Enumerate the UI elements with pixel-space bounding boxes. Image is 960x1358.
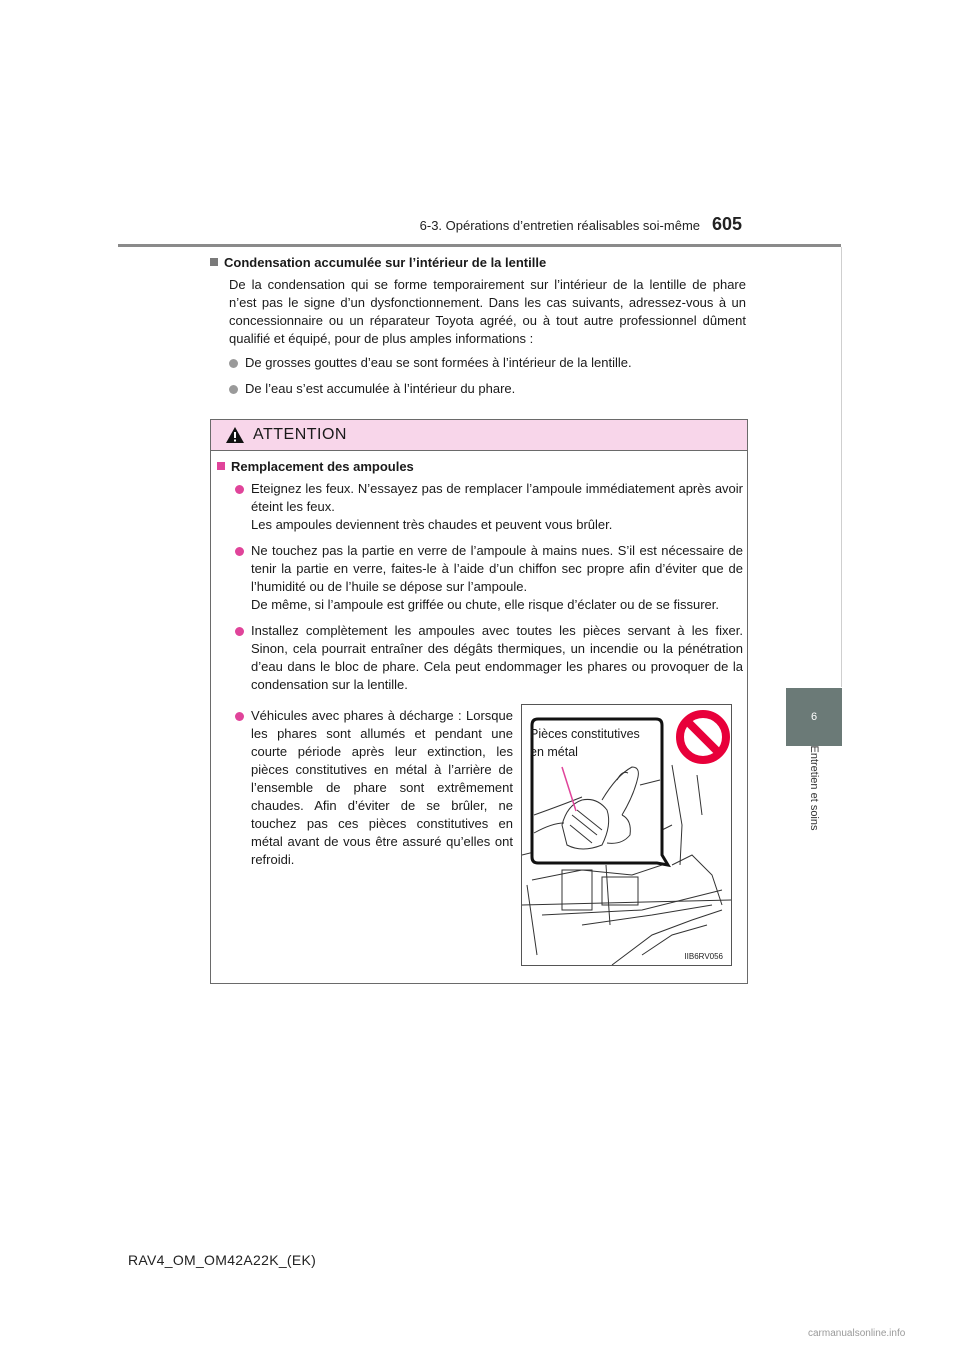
list-item: De l’eau s’est accumulée à l’intérieur du phare. bbox=[229, 380, 746, 398]
bullet-icon bbox=[229, 359, 238, 368]
model-code: RAV4_OM_OM42A22K_(EK) bbox=[128, 1252, 317, 1268]
bullet-icon bbox=[235, 627, 244, 636]
bullet-icon bbox=[229, 385, 238, 394]
side-divider bbox=[841, 247, 842, 687]
bullet-icon bbox=[235, 485, 244, 494]
header-divider bbox=[118, 244, 841, 247]
headlamp-illustration bbox=[521, 704, 732, 966]
attention-title: ATTENTION bbox=[253, 426, 347, 443]
attention-header bbox=[211, 420, 747, 451]
bullet-icon bbox=[235, 712, 244, 721]
list-item: Installez complètement les ampoules avec toutes les pièces servant à les fixer. Sinon, cela pourrait entraîner des dégâts thermiques, un incendie ou la pénétration d’eau dans le bloc de phare. Cela peut endommager les phares ou provoquer de la condensation sur la lentille. bbox=[235, 622, 743, 694]
attention-heading: Remplacement des ampoules bbox=[217, 458, 743, 476]
list-item: Ne touchez pas la partie en verre de l’ampoule à mains nues. S’il est nécessaire de tenir la partie en verre, faites-le à l’aide d’un chiffon sec propre afin d’éviter que de l’humidité ou de l’huile se dépose sur l’ampoule. De même, si l’ampoule est griffée ou chute, elle risque d’éclater ou de se fissurer. bbox=[235, 542, 743, 614]
illustration-code: IIB6RV056 bbox=[684, 952, 723, 961]
attention-body bbox=[217, 458, 743, 702]
list-item: Véhicules avec phares à décharge : Lorsque les phares sont allumés et pendant une courte période après leur extinction, les pièces constitutives en métal à l’arrière de l’ensemble de phare sont extrêmement chaudes. Afin d’éviter de se brûler, ne touchez pas ces pièces constitutives en métal avant de vous être assuré qu’elles ont refroidi. bbox=[235, 707, 513, 869]
list-item: Eteignez les feux. N’essayez pas de remplacer l’ampoule immédiatement après avoir éteint les feux. Les ampoules deviennent très chaudes et peuvent vous brûler. bbox=[235, 480, 743, 534]
bullet-icon bbox=[235, 547, 244, 556]
illustration-callout: Pièces constitutives en métal bbox=[530, 727, 640, 759]
page-number: 605 bbox=[712, 214, 743, 234]
condensation-heading: Condensation accumulée sur l’intérieur de la lentille bbox=[210, 254, 746, 272]
warning-triangle-icon bbox=[225, 426, 245, 444]
condensation-paragraph: De la condensation qui se forme temporairement sur l’intérieur de la lentille de phare n’est pas le signe d’un dysfonctionnement. Dans les cas suivants, adressez-vous à un concessionnaire ou un réparateur Toyota agréé, ou à tout autre professionnel dûment qualifié et équipé, pour de plus amples informations : bbox=[229, 277, 746, 346]
discharge-item bbox=[217, 703, 513, 877]
section-title: 6-3. Opérations d’entretien réalisables soi-même bbox=[419, 218, 700, 233]
chapter-tab bbox=[786, 688, 842, 746]
square-bullet-icon bbox=[210, 258, 218, 266]
prohibition-icon bbox=[680, 714, 726, 760]
watermark: carmanualsonline.info bbox=[808, 1328, 906, 1339]
list-item: De grosses gouttes d’eau se sont formées à l’intérieur de la lentille. bbox=[229, 354, 746, 372]
condensation-section bbox=[210, 254, 746, 406]
attention-box bbox=[210, 419, 748, 984]
chapter-number: 6 bbox=[810, 711, 818, 723]
chapter-label: Entretien et soins bbox=[808, 745, 820, 831]
square-bullet-icon bbox=[217, 462, 225, 470]
